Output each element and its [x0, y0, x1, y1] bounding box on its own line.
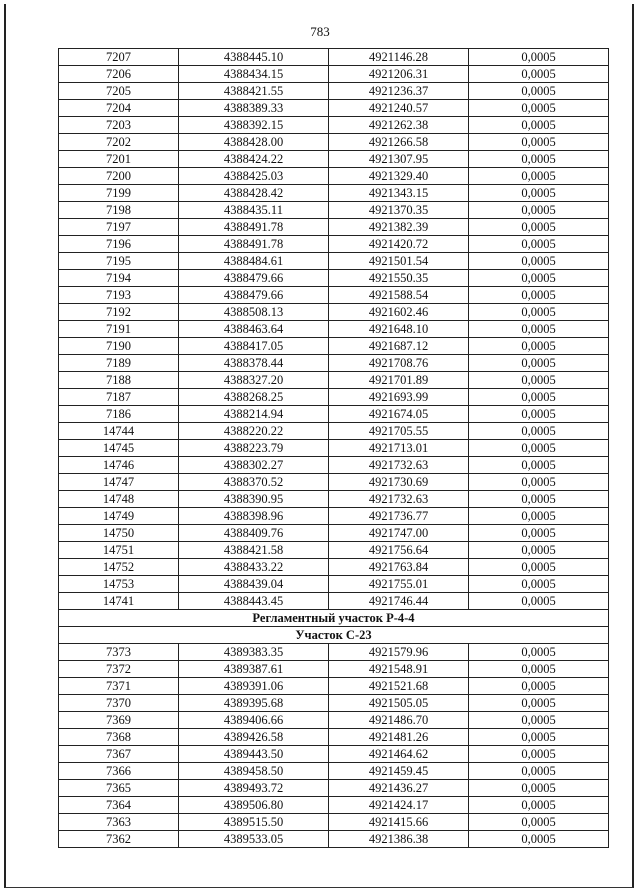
- point-number: 7372: [59, 661, 179, 678]
- point-number: 14749: [59, 508, 179, 525]
- table-row: [59, 763, 609, 780]
- x-coordinate: 4388435.11: [179, 202, 329, 219]
- y-coordinate: 4921756.64: [329, 542, 469, 559]
- point-number: 7205: [59, 83, 179, 100]
- y-coordinate: 4921579.96: [329, 644, 469, 661]
- table-row: [59, 134, 609, 151]
- y-coordinate: 4921521.68: [329, 678, 469, 695]
- point-number: 14750: [59, 525, 179, 542]
- x-coordinate: 4388378.44: [179, 355, 329, 372]
- y-coordinate: 4921746.44: [329, 593, 469, 610]
- table-row: [59, 508, 609, 525]
- accuracy-value: 0,0005: [469, 797, 609, 814]
- table-row: [59, 831, 609, 848]
- table-row: [59, 593, 609, 610]
- y-coordinate: 4921548.91: [329, 661, 469, 678]
- point-number: 7363: [59, 814, 179, 831]
- y-coordinate: 4921307.95: [329, 151, 469, 168]
- x-coordinate: 4389387.61: [179, 661, 329, 678]
- point-number: 7364: [59, 797, 179, 814]
- x-coordinate: 4388327.20: [179, 372, 329, 389]
- table-row: [59, 491, 609, 508]
- y-coordinate: 4921730.69: [329, 474, 469, 491]
- y-coordinate: 4921648.10: [329, 321, 469, 338]
- x-coordinate: 4389426.58: [179, 729, 329, 746]
- point-number: 14753: [59, 576, 179, 593]
- y-coordinate: 4921370.35: [329, 202, 469, 219]
- x-coordinate: 4388389.33: [179, 100, 329, 117]
- point-number: 7195: [59, 253, 179, 270]
- accuracy-value: 0,0005: [469, 542, 609, 559]
- x-coordinate: 4388479.66: [179, 287, 329, 304]
- point-number: 7201: [59, 151, 179, 168]
- y-coordinate: 4921687.12: [329, 338, 469, 355]
- accuracy-value: 0,0005: [469, 644, 609, 661]
- y-coordinate: 4921343.15: [329, 185, 469, 202]
- accuracy-value: 0,0005: [469, 287, 609, 304]
- table-row: [59, 321, 609, 338]
- x-coordinate: 4388491.78: [179, 236, 329, 253]
- accuracy-value: 0,0005: [469, 406, 609, 423]
- accuracy-value: 0,0005: [469, 423, 609, 440]
- accuracy-value: 0,0005: [469, 355, 609, 372]
- point-number: 7194: [59, 270, 179, 287]
- accuracy-value: 0,0005: [469, 576, 609, 593]
- accuracy-value: 0,0005: [469, 508, 609, 525]
- point-number: 7199: [59, 185, 179, 202]
- point-number: 7206: [59, 66, 179, 83]
- table-row: [59, 474, 609, 491]
- coordinates-top-section: [59, 49, 609, 610]
- x-coordinate: 4388439.04: [179, 576, 329, 593]
- x-coordinate: 4388463.64: [179, 321, 329, 338]
- accuracy-value: 0,0005: [469, 83, 609, 100]
- y-coordinate: 4921236.37: [329, 83, 469, 100]
- table-row: [59, 525, 609, 542]
- y-coordinate: 4921550.35: [329, 270, 469, 287]
- y-coordinate: 4921588.54: [329, 287, 469, 304]
- point-number: 7200: [59, 168, 179, 185]
- y-coordinate: 4921505.05: [329, 695, 469, 712]
- section-header: [59, 610, 609, 644]
- y-coordinate: 4921736.77: [329, 508, 469, 525]
- x-coordinate: 4389443.50: [179, 746, 329, 763]
- x-coordinate: 4388220.22: [179, 423, 329, 440]
- accuracy-value: 0,0005: [469, 321, 609, 338]
- table-row: [59, 270, 609, 287]
- x-coordinate: 4388491.78: [179, 219, 329, 236]
- point-number: 7188: [59, 372, 179, 389]
- table-row: [59, 338, 609, 355]
- table-row: [59, 168, 609, 185]
- accuracy-value: 0,0005: [469, 338, 609, 355]
- y-coordinate: 4921747.00: [329, 525, 469, 542]
- accuracy-value: 0,0005: [469, 185, 609, 202]
- table-row: [59, 185, 609, 202]
- table-row: [59, 406, 609, 423]
- y-coordinate: 4921146.28: [329, 49, 469, 66]
- y-coordinate: 4921732.63: [329, 491, 469, 508]
- table-row: [59, 49, 609, 66]
- table-row: [59, 457, 609, 474]
- table-row: [59, 678, 609, 695]
- table-row: [59, 253, 609, 270]
- y-coordinate: 4921420.72: [329, 236, 469, 253]
- table-row: [59, 287, 609, 304]
- x-coordinate: 4389533.05: [179, 831, 329, 848]
- point-number: 7369: [59, 712, 179, 729]
- y-coordinate: 4921459.45: [329, 763, 469, 780]
- point-number: 7371: [59, 678, 179, 695]
- accuracy-value: 0,0005: [469, 236, 609, 253]
- point-number: 7368: [59, 729, 179, 746]
- point-number: 14741: [59, 593, 179, 610]
- accuracy-value: 0,0005: [469, 712, 609, 729]
- x-coordinate: 4389406.66: [179, 712, 329, 729]
- accuracy-value: 0,0005: [469, 100, 609, 117]
- x-coordinate: 4389506.80: [179, 797, 329, 814]
- table-row: [59, 814, 609, 831]
- point-number: 7204: [59, 100, 179, 117]
- point-number: 7362: [59, 831, 179, 848]
- table-row: [59, 117, 609, 134]
- table-row: [59, 100, 609, 117]
- x-coordinate: 4388398.96: [179, 508, 329, 525]
- point-number: 7370: [59, 695, 179, 712]
- table-row: [59, 695, 609, 712]
- subsection-title: Участок С-23: [59, 627, 609, 644]
- accuracy-value: 0,0005: [469, 134, 609, 151]
- y-coordinate: 4921602.46: [329, 304, 469, 321]
- point-number: 7191: [59, 321, 179, 338]
- table-row: [59, 440, 609, 457]
- accuracy-value: 0,0005: [469, 729, 609, 746]
- table-row: [59, 66, 609, 83]
- table-row: [59, 389, 609, 406]
- y-coordinate: 4921415.66: [329, 814, 469, 831]
- x-coordinate: 4388445.10: [179, 49, 329, 66]
- accuracy-value: 0,0005: [469, 389, 609, 406]
- x-coordinate: 4388268.25: [179, 389, 329, 406]
- x-coordinate: 4388392.15: [179, 117, 329, 134]
- y-coordinate: 4921501.54: [329, 253, 469, 270]
- accuracy-value: 0,0005: [469, 831, 609, 848]
- x-coordinate: 4388302.27: [179, 457, 329, 474]
- x-coordinate: 4388428.00: [179, 134, 329, 151]
- x-coordinate: 4388223.79: [179, 440, 329, 457]
- table-row: [59, 219, 609, 236]
- y-coordinate: 4921755.01: [329, 576, 469, 593]
- accuracy-value: 0,0005: [469, 440, 609, 457]
- x-coordinate: 4388428.42: [179, 185, 329, 202]
- y-coordinate: 4921708.76: [329, 355, 469, 372]
- y-coordinate: 4921464.62: [329, 746, 469, 763]
- x-coordinate: 4388214.94: [179, 406, 329, 423]
- point-number: 7203: [59, 117, 179, 134]
- y-coordinate: 4921206.31: [329, 66, 469, 83]
- y-coordinate: 4921266.58: [329, 134, 469, 151]
- y-coordinate: 4921262.38: [329, 117, 469, 134]
- accuracy-value: 0,0005: [469, 780, 609, 797]
- x-coordinate: 4388370.52: [179, 474, 329, 491]
- accuracy-value: 0,0005: [469, 559, 609, 576]
- accuracy-value: 0,0005: [469, 270, 609, 287]
- x-coordinate: 4388417.05: [179, 338, 329, 355]
- coordinates-table: [58, 48, 609, 848]
- point-number: 7366: [59, 763, 179, 780]
- table-row: [59, 576, 609, 593]
- accuracy-value: 0,0005: [469, 593, 609, 610]
- point-number: 7207: [59, 49, 179, 66]
- table-row: [59, 542, 609, 559]
- coordinates-bottom-section: [59, 644, 609, 848]
- accuracy-value: 0,0005: [469, 695, 609, 712]
- accuracy-value: 0,0005: [469, 661, 609, 678]
- point-number: 14747: [59, 474, 179, 491]
- table-row: [59, 202, 609, 219]
- y-coordinate: 4921386.38: [329, 831, 469, 848]
- y-coordinate: 4921732.63: [329, 457, 469, 474]
- x-coordinate: 4388484.61: [179, 253, 329, 270]
- table-row: [59, 644, 609, 661]
- page-number: 783: [310, 24, 330, 39]
- point-number: 7202: [59, 134, 179, 151]
- y-coordinate: 4921436.27: [329, 780, 469, 797]
- accuracy-value: 0,0005: [469, 219, 609, 236]
- accuracy-value: 0,0005: [469, 151, 609, 168]
- point-number: 7367: [59, 746, 179, 763]
- table-row: [59, 151, 609, 168]
- x-coordinate: 4388508.13: [179, 304, 329, 321]
- table-row: [59, 712, 609, 729]
- point-number: 14745: [59, 440, 179, 457]
- accuracy-value: 0,0005: [469, 168, 609, 185]
- y-coordinate: 4921674.05: [329, 406, 469, 423]
- x-coordinate: 4388434.15: [179, 66, 329, 83]
- x-coordinate: 4389515.50: [179, 814, 329, 831]
- table-row: [59, 423, 609, 440]
- x-coordinate: 4388390.95: [179, 491, 329, 508]
- y-coordinate: 4921705.55: [329, 423, 469, 440]
- y-coordinate: 4921329.40: [329, 168, 469, 185]
- table-row: [59, 304, 609, 321]
- x-coordinate: 4389383.35: [179, 644, 329, 661]
- x-coordinate: 4389391.06: [179, 678, 329, 695]
- accuracy-value: 0,0005: [469, 746, 609, 763]
- accuracy-value: 0,0005: [469, 372, 609, 389]
- accuracy-value: 0,0005: [469, 457, 609, 474]
- x-coordinate: 4389493.72: [179, 780, 329, 797]
- point-number: 7196: [59, 236, 179, 253]
- x-coordinate: 4389458.50: [179, 763, 329, 780]
- point-number: 7193: [59, 287, 179, 304]
- accuracy-value: 0,0005: [469, 304, 609, 321]
- x-coordinate: 4388425.03: [179, 168, 329, 185]
- point-number: 14752: [59, 559, 179, 576]
- point-number: 7198: [59, 202, 179, 219]
- accuracy-value: 0,0005: [469, 491, 609, 508]
- y-coordinate: 4921713.01: [329, 440, 469, 457]
- y-coordinate: 4921701.89: [329, 372, 469, 389]
- x-coordinate: 4388424.22: [179, 151, 329, 168]
- table-row: [59, 559, 609, 576]
- x-coordinate: 4388409.76: [179, 525, 329, 542]
- accuracy-value: 0,0005: [469, 814, 609, 831]
- point-number: 7189: [59, 355, 179, 372]
- table-row: [59, 780, 609, 797]
- point-number: 7197: [59, 219, 179, 236]
- y-coordinate: 4921763.84: [329, 559, 469, 576]
- y-coordinate: 4921693.99: [329, 389, 469, 406]
- y-coordinate: 4921382.39: [329, 219, 469, 236]
- accuracy-value: 0,0005: [469, 678, 609, 695]
- x-coordinate: 4388421.58: [179, 542, 329, 559]
- x-coordinate: 4389395.68: [179, 695, 329, 712]
- point-number: 7190: [59, 338, 179, 355]
- accuracy-value: 0,0005: [469, 117, 609, 134]
- section-title: Регламентный участок Р-4-4: [59, 610, 609, 627]
- point-number: 14746: [59, 457, 179, 474]
- accuracy-value: 0,0005: [469, 525, 609, 542]
- table-row: [59, 729, 609, 746]
- table-row: [59, 746, 609, 763]
- x-coordinate: 4388433.22: [179, 559, 329, 576]
- point-number: 7187: [59, 389, 179, 406]
- y-coordinate: 4921481.26: [329, 729, 469, 746]
- table-row: [59, 372, 609, 389]
- table-row: [59, 797, 609, 814]
- table-row: [59, 355, 609, 372]
- point-number: 7373: [59, 644, 179, 661]
- y-coordinate: 4921240.57: [329, 100, 469, 117]
- x-coordinate: 4388421.55: [179, 83, 329, 100]
- y-coordinate: 4921424.17: [329, 797, 469, 814]
- table-row: [59, 83, 609, 100]
- table-row: [59, 236, 609, 253]
- point-number: 14751: [59, 542, 179, 559]
- accuracy-value: 0,0005: [469, 474, 609, 491]
- point-number: 14748: [59, 491, 179, 508]
- point-number: 7365: [59, 780, 179, 797]
- accuracy-value: 0,0005: [469, 202, 609, 219]
- accuracy-value: 0,0005: [469, 66, 609, 83]
- accuracy-value: 0,0005: [469, 49, 609, 66]
- point-number: 7186: [59, 406, 179, 423]
- y-coordinate: 4921486.70: [329, 712, 469, 729]
- x-coordinate: 4388479.66: [179, 270, 329, 287]
- point-number: 7192: [59, 304, 179, 321]
- accuracy-value: 0,0005: [469, 253, 609, 270]
- table-row: [59, 661, 609, 678]
- x-coordinate: 4388443.45: [179, 593, 329, 610]
- accuracy-value: 0,0005: [469, 763, 609, 780]
- point-number: 14744: [59, 423, 179, 440]
